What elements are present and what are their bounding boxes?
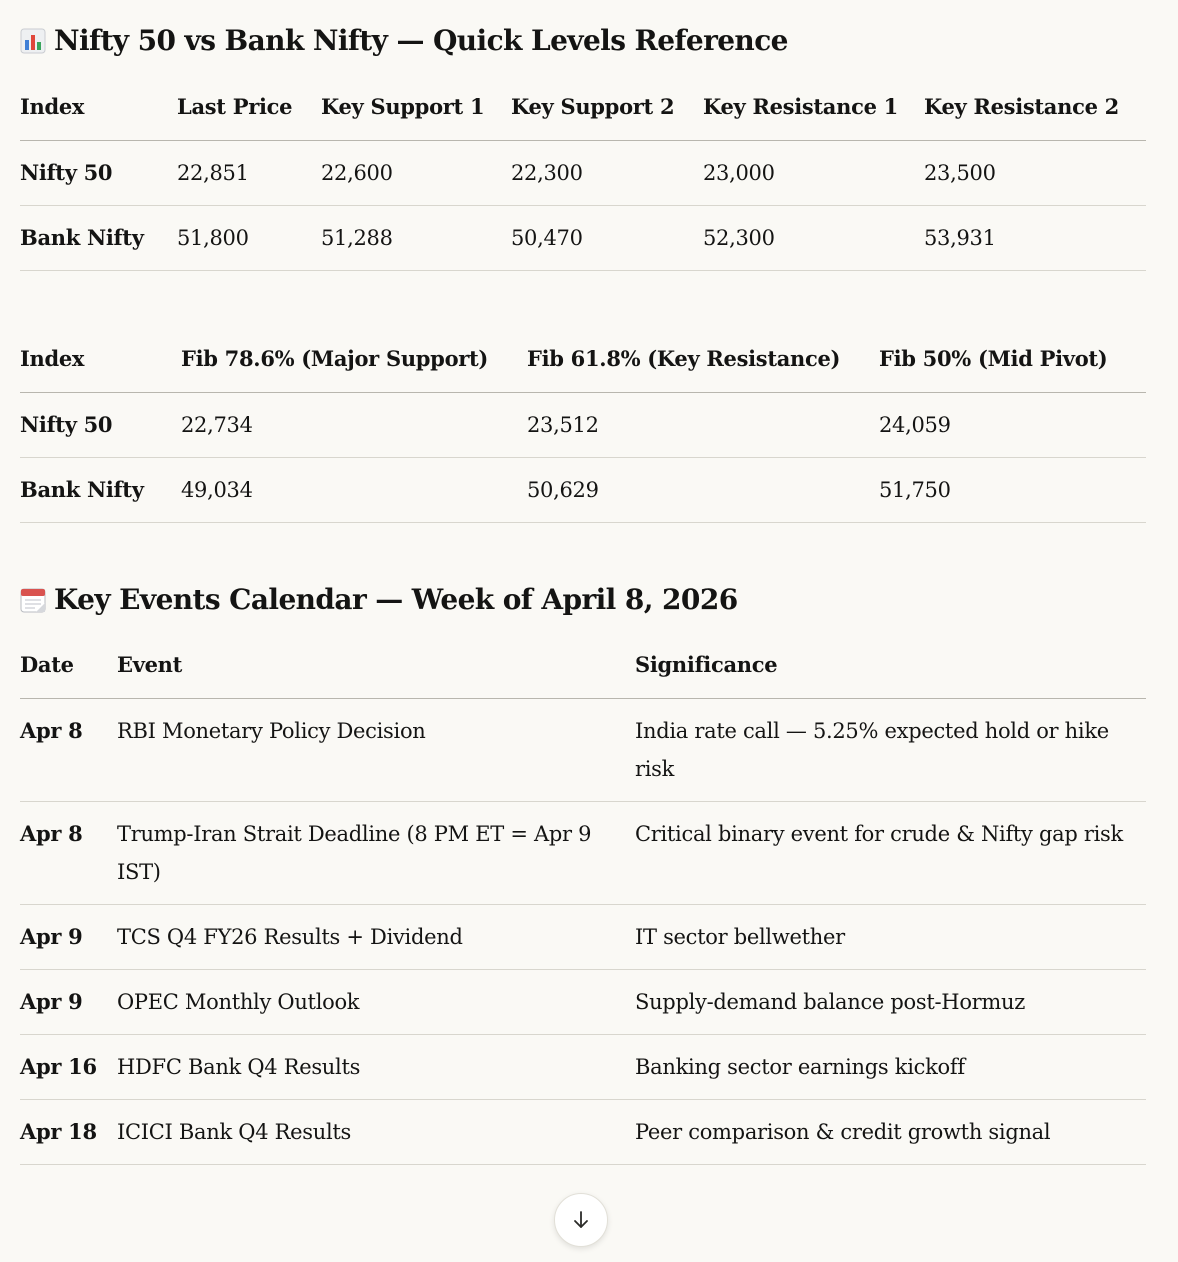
col-header: Key Resistance 2 <box>924 94 1119 119</box>
col-header: Index <box>20 346 85 371</box>
resistance-2-cell: 53,931 <box>924 226 996 250</box>
table-row <box>20 905 1146 970</box>
table-row <box>20 1100 1146 1165</box>
col-header: Event <box>117 652 183 677</box>
table-row <box>20 141 1146 206</box>
events-heading <box>20 583 738 617</box>
fib-header-row <box>20 340 1146 393</box>
col-header: Key Support 2 <box>511 94 675 119</box>
levels-table <box>20 88 1146 271</box>
event-significance: Banking sector earnings kickoff <box>635 1055 965 1079</box>
fib-50-cell: 24,059 <box>879 413 951 437</box>
table-row <box>20 458 1146 523</box>
row-label: Nifty 50 <box>20 412 113 437</box>
event-date: Apr 9 <box>20 924 83 949</box>
resistance-1-cell: 23,000 <box>703 161 775 185</box>
support-2-cell: 22,300 <box>511 161 583 185</box>
event-name: ICICI Bank Q4 Results <box>117 1120 352 1144</box>
resistance-2-cell: 23,500 <box>924 161 996 185</box>
last-price-cell: 22,851 <box>177 161 249 185</box>
event-name: Trump-Iran Strait Deadline (8 PM ET = Apr 9 IST) <box>117 822 592 884</box>
support-1-cell: 22,600 <box>321 161 393 185</box>
event-significance: India rate call — 5.25% expected hold or hike risk <box>635 719 1109 781</box>
support-1-cell: 51,288 <box>321 226 393 250</box>
col-header: Significance <box>635 652 778 677</box>
scroll-down-button[interactable] <box>554 1193 608 1247</box>
table-row <box>20 206 1146 271</box>
bar-chart-icon <box>20 28 46 54</box>
col-header: Fib 78.6% (Major Support) <box>181 346 489 371</box>
arrow-down-icon <box>570 1209 592 1231</box>
last-price-cell: 51,800 <box>177 226 249 250</box>
col-header: Key Resistance 1 <box>703 94 898 119</box>
event-name: TCS Q4 FY26 Results + Dividend <box>117 925 463 949</box>
levels-heading <box>20 24 788 58</box>
events-heading-text: Key Events Calendar — Week of April 8, 2026 <box>54 583 738 616</box>
table-row <box>20 393 1146 458</box>
col-header: Fib 61.8% (Key Resistance) <box>527 346 841 371</box>
fib-618-cell: 23,512 <box>527 413 599 437</box>
fib-table <box>20 340 1146 523</box>
col-header: Last Price <box>177 94 293 119</box>
table-row <box>20 970 1146 1035</box>
event-date: Apr 8 <box>20 718 83 743</box>
col-header: Fib 50% (Mid Pivot) <box>879 346 1108 371</box>
event-significance: Critical binary event for crude & Nifty gap risk <box>635 822 1123 846</box>
table-row <box>20 1035 1146 1100</box>
event-date: Apr 16 <box>20 1054 97 1079</box>
calendar-icon <box>20 587 46 613</box>
event-significance: Peer comparison & credit growth signal <box>635 1120 1051 1144</box>
event-name: RBI Monetary Policy Decision <box>117 719 426 743</box>
fib-786-cell: 22,734 <box>181 413 253 437</box>
event-significance: IT sector bellwether <box>635 925 845 949</box>
event-name: HDFC Bank Q4 Results <box>117 1055 361 1079</box>
col-header: Key Support 1 <box>321 94 485 119</box>
event-date: Apr 8 <box>20 821 83 846</box>
events-header-row <box>20 646 1146 699</box>
fib-786-cell: 49,034 <box>181 478 253 502</box>
fib-618-cell: 50,629 <box>527 478 599 502</box>
event-significance: Supply-demand balance post-Hormuz <box>635 990 1026 1014</box>
table-row <box>20 802 1146 905</box>
levels-header-row <box>20 88 1146 141</box>
col-header: Index <box>20 94 85 119</box>
row-label: Bank Nifty <box>20 477 144 502</box>
col-header: Date <box>20 652 74 677</box>
row-label: Bank Nifty <box>20 225 144 250</box>
event-name: OPEC Monthly Outlook <box>117 990 360 1014</box>
event-date: Apr 18 <box>20 1119 97 1144</box>
row-label: Nifty 50 <box>20 160 113 185</box>
events-table <box>20 646 1146 1165</box>
fib-50-cell: 51,750 <box>879 478 951 502</box>
support-2-cell: 50,470 <box>511 226 583 250</box>
table-row <box>20 699 1146 802</box>
levels-heading-text: Nifty 50 vs Bank Nifty — Quick Levels Reference <box>54 24 788 57</box>
resistance-1-cell: 52,300 <box>703 226 775 250</box>
event-date: Apr 9 <box>20 989 83 1014</box>
